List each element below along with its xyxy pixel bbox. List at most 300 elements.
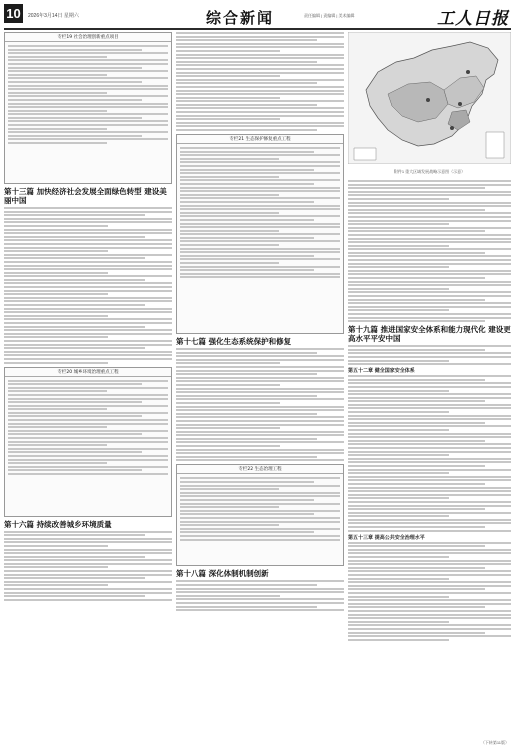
text-line (4, 272, 108, 274)
text-line (4, 577, 145, 579)
text-line (348, 245, 449, 247)
text-line (348, 230, 485, 232)
text-line (4, 279, 145, 281)
sidebar-box-4 (176, 464, 344, 566)
text-line (176, 434, 344, 436)
text-line (348, 632, 485, 634)
text-line (180, 503, 340, 505)
text-line (176, 452, 344, 454)
text-line (4, 531, 172, 533)
text-line (8, 142, 107, 144)
text-line (348, 621, 449, 623)
text-line (348, 295, 511, 297)
text-line (176, 388, 344, 390)
text-line (180, 190, 340, 192)
chapter-heading: 第五十三章 提高公共安全治理水平 (348, 534, 425, 541)
text-line (176, 398, 344, 400)
text-line (8, 469, 142, 471)
text-line (180, 183, 314, 185)
text-line (8, 103, 168, 105)
text-line (8, 138, 168, 140)
text-line (4, 563, 172, 565)
text-line (348, 465, 485, 467)
text-line (176, 36, 344, 38)
box-title: 专栏20 城乡环境治理重点工程 (5, 368, 171, 377)
text-line (176, 32, 344, 34)
text-line (180, 477, 340, 479)
text-line (176, 97, 280, 99)
text-line (348, 639, 449, 641)
text-line (348, 281, 511, 283)
text-line (348, 461, 511, 463)
text-line (8, 455, 168, 457)
text-line (348, 614, 511, 616)
text-line (180, 169, 314, 171)
text-line (4, 232, 172, 234)
text-line (8, 394, 168, 396)
text-line (8, 63, 168, 65)
text-line (348, 483, 485, 485)
text-line (180, 161, 340, 163)
text-line (176, 348, 344, 350)
text-line (348, 184, 511, 186)
text-line (4, 344, 172, 346)
text-line (348, 542, 511, 544)
text-line (348, 592, 511, 594)
text-line (348, 345, 511, 347)
text-line (4, 559, 172, 561)
text-line (8, 113, 168, 115)
text-line (176, 64, 344, 66)
text-line (176, 100, 344, 102)
text-line (176, 449, 344, 451)
text-line (176, 424, 344, 426)
text-line (348, 390, 449, 392)
text-line (348, 560, 511, 562)
text-line (8, 95, 168, 97)
text-line (348, 299, 485, 301)
text-line (4, 358, 172, 360)
text-line (176, 580, 344, 582)
text-line (180, 230, 279, 232)
text-line (4, 265, 172, 267)
text-line (180, 535, 340, 537)
text-line (348, 259, 511, 261)
text-line (176, 438, 317, 440)
text-line (176, 409, 344, 411)
text-line (4, 538, 172, 540)
text-line (348, 515, 449, 517)
text-line (180, 531, 314, 533)
text-line (348, 451, 511, 453)
text-line (348, 588, 485, 590)
text-line (176, 82, 317, 84)
text-line (180, 510, 340, 512)
chapter-heading: 第五十二章 健全国家安全体系 (348, 368, 415, 375)
text-line (8, 441, 168, 443)
text-line (4, 351, 172, 353)
text-line (348, 397, 511, 399)
text-line (4, 275, 172, 277)
text-line (176, 445, 280, 447)
text-line (348, 212, 511, 214)
text-line (4, 347, 145, 349)
text-line (4, 290, 172, 292)
text-line (180, 528, 340, 530)
text-line (8, 390, 107, 392)
text-line (348, 479, 511, 481)
text-line (348, 497, 449, 499)
text-line (176, 370, 344, 372)
text-line (348, 252, 485, 254)
text-line (348, 375, 511, 377)
text-line (348, 512, 511, 514)
text-line (8, 56, 107, 58)
text-line (180, 269, 314, 271)
text-line (8, 77, 168, 79)
text-line (180, 495, 340, 497)
text-line (4, 229, 172, 231)
text-line (8, 401, 142, 403)
map-figure (348, 32, 511, 172)
text-line (176, 441, 344, 443)
text-line (348, 270, 511, 272)
text-line (8, 398, 168, 400)
text-line (176, 406, 344, 408)
text-line (8, 120, 168, 122)
text-line (180, 197, 340, 199)
text-line (4, 282, 172, 284)
text-line (4, 362, 108, 364)
text-line (8, 423, 168, 425)
text-line (176, 39, 317, 41)
text-line (176, 122, 344, 124)
text-line (180, 179, 340, 181)
text-line (348, 360, 449, 362)
text-line (348, 606, 485, 608)
text-line (348, 519, 511, 521)
text-line (348, 635, 511, 637)
text-line (4, 333, 172, 335)
text-line (176, 380, 344, 382)
text-line (4, 308, 172, 310)
text-line (348, 556, 449, 558)
text-line (4, 584, 108, 586)
text-line (180, 212, 279, 214)
text-line (348, 266, 449, 268)
sidebar-box-3 (176, 134, 344, 334)
text-line (4, 322, 172, 324)
text-line (8, 408, 107, 410)
text-line (180, 506, 279, 508)
text-line (8, 92, 107, 94)
text-line (8, 128, 107, 130)
text-line (4, 207, 172, 209)
text-line (348, 288, 449, 290)
text-line (180, 151, 314, 153)
text-line (4, 214, 145, 216)
text-line (176, 588, 344, 590)
box-title: 专栏22 生态治理工程 (177, 465, 343, 474)
text-line (348, 400, 485, 402)
text-line (180, 513, 314, 515)
text-line (8, 415, 142, 417)
text-line (8, 110, 107, 112)
editor-line: 责任编辑 | 责编辑 | 美术编辑 (304, 13, 355, 18)
china-map (348, 32, 511, 164)
headline-18: 第十八篇 深化体制机制创新 (176, 569, 269, 579)
text-line (348, 284, 511, 286)
text-line (176, 104, 317, 106)
column-2 (176, 32, 344, 613)
text-line (348, 574, 511, 576)
text-line (348, 476, 511, 478)
text-line (4, 354, 172, 356)
text-line (180, 492, 340, 494)
text-line (348, 386, 511, 388)
text-line (348, 198, 449, 200)
text-line (348, 356, 511, 358)
text-line (176, 598, 344, 600)
text-line (8, 444, 107, 446)
text-line (4, 566, 108, 568)
text-line (348, 382, 511, 384)
text-line (348, 429, 449, 431)
text-line (4, 541, 172, 543)
text-line (180, 255, 314, 257)
box-title: 专栏19 社会治理创新重点项目 (5, 33, 171, 42)
text-line (348, 490, 511, 492)
text-line (348, 443, 511, 445)
text-line (348, 581, 511, 583)
text-line (176, 591, 344, 593)
text-line (348, 309, 449, 311)
text-line (348, 610, 511, 612)
masthead (4, 3, 511, 30)
text-line (180, 273, 340, 275)
text-line (180, 499, 314, 501)
text-line (8, 451, 142, 453)
text-line (176, 355, 344, 357)
text-line (8, 70, 168, 72)
text-line (348, 209, 485, 211)
text-line (8, 466, 168, 468)
text-line (348, 469, 511, 471)
text-line (176, 584, 317, 586)
column-1 (4, 32, 172, 602)
text-line (180, 176, 279, 178)
text-line (176, 54, 344, 56)
text-line (348, 624, 511, 626)
text-line (348, 234, 511, 236)
text-line (348, 545, 485, 547)
headline-13: 第十三篇 加快经济社会发展全面绿色转型 建设美丽中国 (4, 187, 167, 205)
text-line (8, 85, 168, 87)
text-line (180, 276, 340, 278)
text-line (348, 454, 449, 456)
text-line (8, 81, 142, 83)
text-line (176, 416, 344, 418)
text-line (176, 606, 317, 608)
text-line (348, 440, 485, 442)
text-line (180, 205, 340, 207)
text-line (180, 223, 340, 225)
text-line (8, 135, 142, 137)
text-line (8, 405, 168, 407)
text-line (348, 522, 511, 524)
text-line (8, 433, 142, 435)
text-line (8, 99, 142, 101)
text-line (348, 291, 511, 293)
map-inset (486, 132, 504, 158)
text-line (180, 251, 340, 253)
section-title: 综合新闻 (206, 9, 275, 27)
text-line (348, 255, 511, 257)
text-line (348, 191, 511, 193)
text-line (4, 225, 108, 227)
text-line (348, 238, 511, 240)
text-line (348, 501, 511, 503)
text-line (176, 118, 280, 120)
text-line (348, 313, 511, 315)
text-line (8, 59, 168, 61)
text-line (348, 578, 449, 580)
headline-19: 第十九篇 推进国家安全体系和能力现代化 建设更高水平平安中国 (348, 325, 511, 344)
text-line (348, 220, 511, 222)
text-line (348, 241, 511, 243)
text-line (180, 517, 340, 519)
text-line (8, 124, 168, 126)
text-line (348, 404, 511, 406)
text-line (176, 377, 344, 379)
text-line (8, 459, 168, 461)
text-line (348, 317, 511, 319)
text-line (348, 617, 511, 619)
text-line (348, 458, 511, 460)
text-line (176, 352, 317, 354)
text-line (348, 549, 511, 551)
text-line (180, 194, 279, 196)
text-line (4, 326, 145, 328)
text-line (348, 302, 511, 304)
text-line (8, 448, 168, 450)
text-line (348, 363, 511, 365)
text-line (348, 277, 485, 279)
text-line (4, 300, 172, 302)
headline-16: 第十六篇 持续改善城乡环境质量 (4, 519, 112, 529)
text-line (176, 68, 344, 70)
text-line (4, 599, 172, 601)
text-line (180, 215, 340, 217)
box-title: 专栏21 生态保护修复重点工程 (177, 135, 343, 144)
column-3 (348, 180, 511, 642)
text-line (348, 487, 511, 489)
text-line (348, 263, 511, 265)
text-line (180, 248, 340, 250)
text-line (4, 247, 172, 249)
continued-note: （下转第11版） (480, 740, 509, 745)
text-line (180, 165, 340, 167)
text-line (348, 505, 511, 507)
text-line (4, 221, 172, 223)
text-line (8, 380, 168, 382)
text-line (348, 273, 511, 275)
text-line (4, 329, 172, 331)
text-line (4, 304, 145, 306)
text-line (4, 552, 172, 554)
text-line (176, 43, 344, 45)
text-line (4, 595, 145, 597)
text-line (8, 117, 142, 119)
text-line (8, 462, 107, 464)
text-line (348, 436, 511, 438)
text-line (8, 426, 107, 428)
text-line (176, 602, 344, 604)
text-line (180, 262, 279, 264)
headline-17: 第十七篇 强化生态系统保护和修复 (176, 337, 292, 347)
text-line (176, 111, 344, 113)
text-line (348, 187, 485, 189)
text-line (348, 180, 511, 182)
text-line (176, 456, 317, 458)
text-line (348, 393, 511, 395)
text-line (4, 588, 172, 590)
text-line (176, 391, 344, 393)
text-line (8, 430, 168, 432)
text-line (176, 413, 317, 415)
text-line (348, 227, 511, 229)
text-line (348, 570, 511, 572)
text-line (4, 340, 172, 342)
map-city-marker (466, 70, 470, 74)
map-city-marker (426, 98, 430, 102)
map-legend (354, 148, 376, 160)
text-line (4, 556, 145, 558)
text-line (348, 349, 485, 351)
text-line (176, 57, 344, 59)
text-line (176, 373, 317, 375)
text-line (348, 407, 511, 409)
text-line (176, 46, 344, 48)
text-line (176, 420, 344, 422)
text-line (4, 315, 108, 317)
text-line (348, 205, 511, 207)
text-line (180, 201, 314, 203)
text-line (180, 244, 279, 246)
text-line (176, 125, 344, 127)
text-line (348, 216, 511, 218)
text-line (348, 585, 511, 587)
text-line (8, 74, 107, 76)
text-line (8, 106, 168, 108)
text-line (348, 567, 485, 569)
text-line (176, 366, 344, 368)
text-line (180, 208, 340, 210)
text-line (176, 609, 344, 611)
text-line (176, 395, 317, 397)
text-line (180, 219, 314, 221)
text-line (4, 574, 172, 576)
text-line (348, 599, 511, 601)
sidebar-box-1 (4, 32, 172, 184)
text-line (176, 427, 280, 429)
text-line (348, 415, 511, 417)
text-line (180, 521, 340, 523)
text-line (348, 472, 449, 474)
text-line (176, 107, 344, 109)
text-line (8, 67, 142, 69)
text-line (348, 433, 511, 435)
